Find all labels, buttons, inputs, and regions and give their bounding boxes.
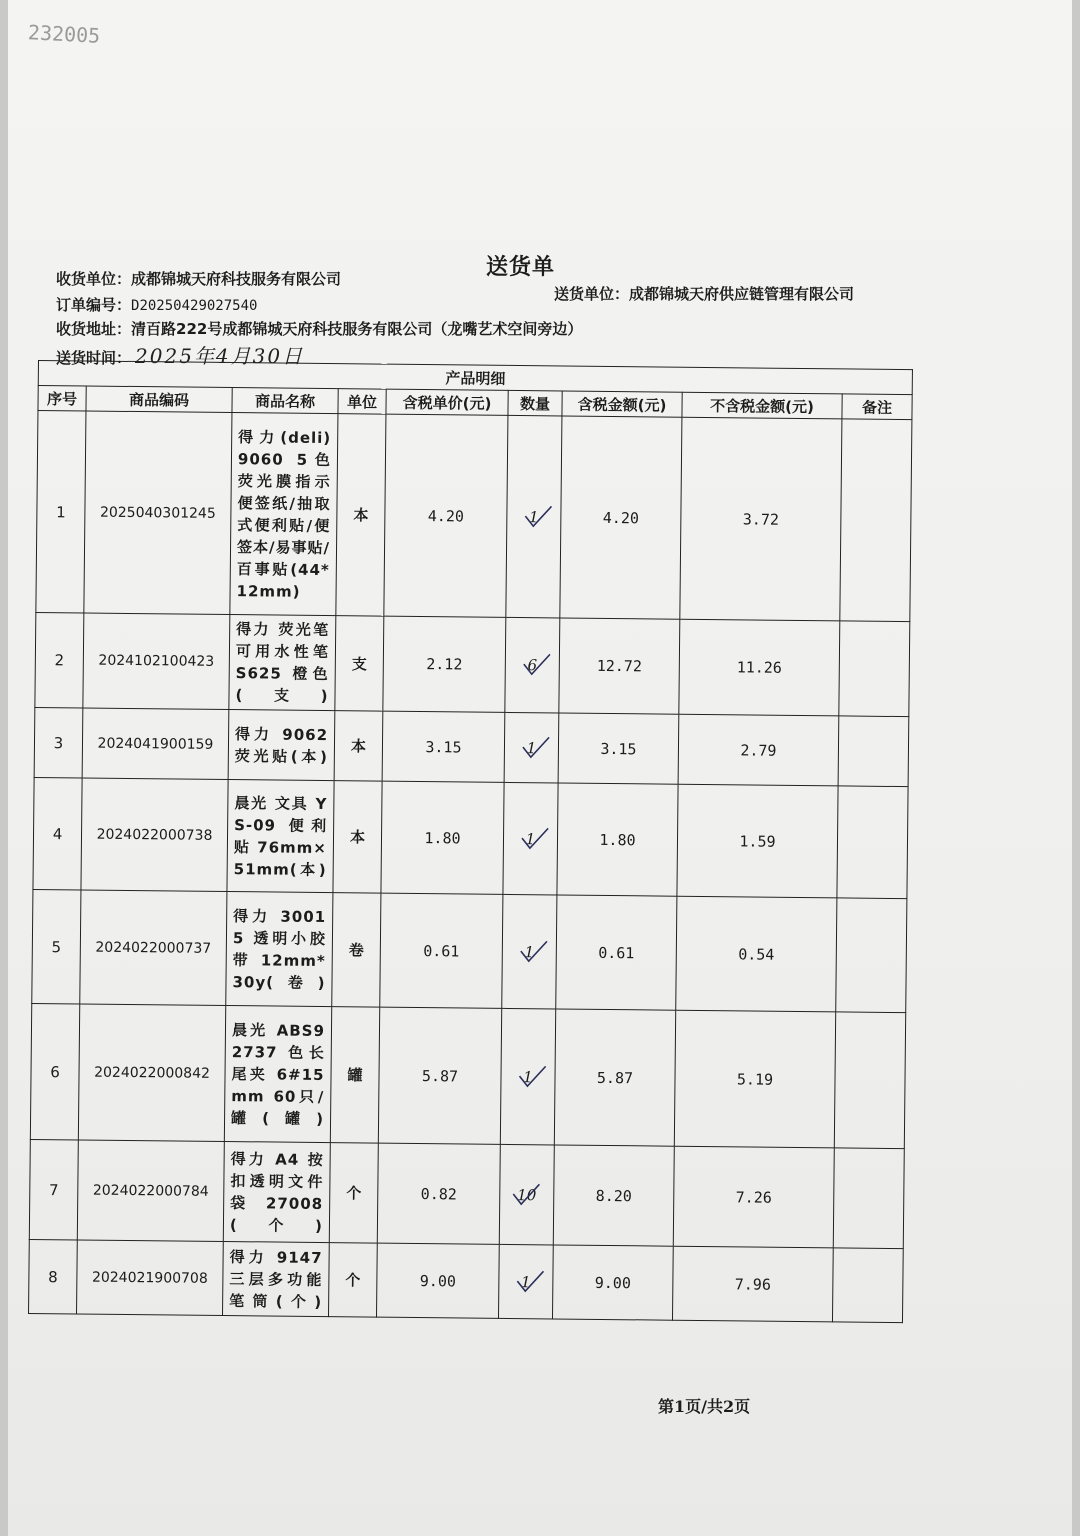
row-qty-cell xyxy=(500,1008,555,1145)
row-qty: 1 xyxy=(527,739,537,757)
row-net: 7.96 xyxy=(672,1246,833,1322)
row-qty-cell xyxy=(506,415,562,618)
row-remark xyxy=(833,1148,904,1249)
row-qty: 1 xyxy=(526,830,536,848)
delivery-time-label: 送货时间： xyxy=(56,349,132,367)
header-no: 序号 xyxy=(38,386,86,412)
row-unit: 本 xyxy=(336,414,386,616)
row-remark xyxy=(834,1012,906,1149)
row-unit: 个 xyxy=(329,1143,378,1243)
row-qty-cell xyxy=(505,617,560,713)
table-row xyxy=(32,889,907,1012)
delivery-note-sheet xyxy=(8,0,1072,1536)
row-net: 11.26 xyxy=(679,619,840,716)
row-code: 2024102100423 xyxy=(83,613,230,710)
row-name: 得力 荧光笔可用水性笔 S625 橙色(支) xyxy=(229,615,336,711)
row-net: 0.54 xyxy=(676,896,837,1012)
sender-line xyxy=(554,283,854,304)
page-number: 第1页/共2页 xyxy=(658,1397,751,1416)
order-label: 订单编号： xyxy=(56,296,132,314)
sender-label: 送货单位： xyxy=(554,285,630,303)
header-unit-price: 含税单价(元) xyxy=(386,389,508,415)
product-detail-table xyxy=(28,360,913,1323)
table-row xyxy=(29,1239,904,1322)
order-line xyxy=(56,294,257,315)
row-price: 9.00 xyxy=(376,1243,499,1318)
row-name: 得力(deli)9060 5色荧光膜指示便签纸/抽取式便利贴/便签本/易事贴/百事贴(44*12mm) xyxy=(230,413,338,616)
sender-value: 成都锦城天府供应链管理有限公司 xyxy=(629,285,855,303)
delivery-time-handwritten: 2025年4月30日 xyxy=(135,344,305,368)
row-price: 4.20 xyxy=(384,414,508,617)
row-price: 0.82 xyxy=(377,1143,500,1244)
row-unit: 罐 xyxy=(330,1007,379,1143)
row-remark xyxy=(836,898,907,1013)
table-row xyxy=(30,1003,906,1148)
checkmark-icon xyxy=(515,1269,545,1295)
header-amount-excl-tax: 不含税金额(元) xyxy=(682,392,842,419)
row-amount: 5.87 xyxy=(554,1009,675,1146)
row-unit: 个 xyxy=(328,1243,377,1317)
row-price: 2.12 xyxy=(383,616,506,712)
row-amount: 0.61 xyxy=(556,895,677,1010)
document-title: 送货单 xyxy=(486,255,556,280)
row-code: 2024022000738 xyxy=(81,778,228,892)
checkmark-icon xyxy=(517,1064,547,1090)
row-amount: 3.15 xyxy=(558,713,679,784)
receiver-label: 收货单位： xyxy=(56,270,132,288)
row-name: 得力 9062 荧光贴(本) xyxy=(228,710,335,781)
row-name: 晨光 ABS92737 色长尾夹 6#15mm 60只/罐(罐) xyxy=(224,1006,331,1143)
row-amount: 8.20 xyxy=(553,1145,674,1246)
row-unit: 本 xyxy=(333,781,382,893)
address-value: 清百路222号成都锦城天府科技服务有限公司（龙嘴艺术空间旁边） xyxy=(131,320,583,338)
row-code: 2024041900159 xyxy=(82,708,229,780)
row-amount: 9.00 xyxy=(552,1245,673,1320)
header-name: 商品名称 xyxy=(232,388,338,414)
row-unit: 本 xyxy=(334,711,383,781)
row-no: 7 xyxy=(29,1139,78,1239)
row-no: 6 xyxy=(30,1003,79,1139)
row-code: 2024022000784 xyxy=(77,1140,224,1242)
row-unit: 支 xyxy=(335,616,384,711)
row-name: 得力 30015 透明小胶带 12mm*30y(卷) xyxy=(226,892,333,1007)
row-qty-cell xyxy=(499,1144,554,1245)
row-no: 1 xyxy=(36,411,86,613)
row-amount: 1.80 xyxy=(557,783,678,896)
row-net: 5.19 xyxy=(674,1010,835,1148)
row-qty-cell xyxy=(502,894,557,1009)
row-name: 得力 A4 按扣透明文件袋 27008(个) xyxy=(223,1141,330,1242)
row-unit: 卷 xyxy=(332,893,381,1007)
address-label: 收货地址： xyxy=(56,320,132,338)
row-remark xyxy=(837,786,908,899)
row-no: 4 xyxy=(33,777,82,889)
row-no: 2 xyxy=(35,612,84,707)
table-row xyxy=(36,411,912,622)
row-amount: 12.72 xyxy=(559,618,680,714)
row-qty: 1 xyxy=(529,508,539,526)
header-quantity: 数量 xyxy=(508,390,562,416)
row-net: 3.72 xyxy=(680,417,842,621)
table-row xyxy=(34,707,909,786)
checkmark-icon xyxy=(521,652,551,678)
table-row xyxy=(33,777,908,898)
header-unit: 单位 xyxy=(338,389,386,415)
row-name: 得力 9147 三层多功能笔筒(个) xyxy=(223,1241,330,1316)
table-row xyxy=(29,1139,904,1248)
row-qty: 1 xyxy=(521,1273,531,1291)
row-remark xyxy=(840,419,912,622)
row-remark xyxy=(832,1248,903,1323)
row-code: 2025040301245 xyxy=(84,411,232,615)
row-qty: 1 xyxy=(523,1068,533,1086)
row-no: 3 xyxy=(34,707,83,777)
row-no: 5 xyxy=(32,889,81,1003)
checkmark-icon xyxy=(518,939,548,965)
row-price: 1.80 xyxy=(381,781,504,894)
checkmark-icon xyxy=(511,1182,541,1208)
row-price: 0.61 xyxy=(380,893,503,1008)
row-qty-cell xyxy=(503,782,558,895)
product-detail-table-wrapper xyxy=(28,360,918,1323)
table-caption: 产品明细 xyxy=(38,361,912,395)
row-qty: 1 xyxy=(524,943,534,961)
checkmark-icon xyxy=(520,826,550,852)
row-remark xyxy=(839,621,910,717)
row-code: 2024021900708 xyxy=(77,1240,224,1316)
handwritten-corner-note: 232005 xyxy=(27,20,101,48)
row-remark xyxy=(838,716,909,787)
header-amount-incl-tax: 含税金额(元) xyxy=(562,391,682,417)
address-line xyxy=(56,318,582,339)
header-code: 商品编码 xyxy=(86,386,232,413)
checkmark-icon xyxy=(521,735,551,761)
row-no: 8 xyxy=(29,1239,78,1313)
row-net: 1.59 xyxy=(677,784,838,898)
receiver-value: 成都锦城天府科技服务有限公司 xyxy=(131,270,342,288)
row-code: 2024022000842 xyxy=(78,1004,225,1142)
row-net: 2.79 xyxy=(678,714,839,786)
row-amount: 4.20 xyxy=(560,416,682,619)
row-qty: 6 xyxy=(527,656,537,674)
row-name: 晨光 文具 YS-09 便利贴 76mm×51mm(本) xyxy=(227,780,334,893)
row-qty-cell xyxy=(504,712,559,783)
receiver-line xyxy=(56,268,341,289)
order-number: D20250429027540 xyxy=(131,298,258,314)
row-price: 5.87 xyxy=(378,1007,501,1144)
table-row xyxy=(35,612,910,716)
row-price: 3.15 xyxy=(382,711,505,782)
checkmark-icon xyxy=(523,504,553,530)
header-remark: 备注 xyxy=(842,394,912,420)
row-net: 7.26 xyxy=(673,1146,834,1248)
row-qty-cell xyxy=(498,1244,553,1319)
row-qty: 10 xyxy=(517,1186,536,1204)
row-code: 2024022000737 xyxy=(80,890,227,1006)
